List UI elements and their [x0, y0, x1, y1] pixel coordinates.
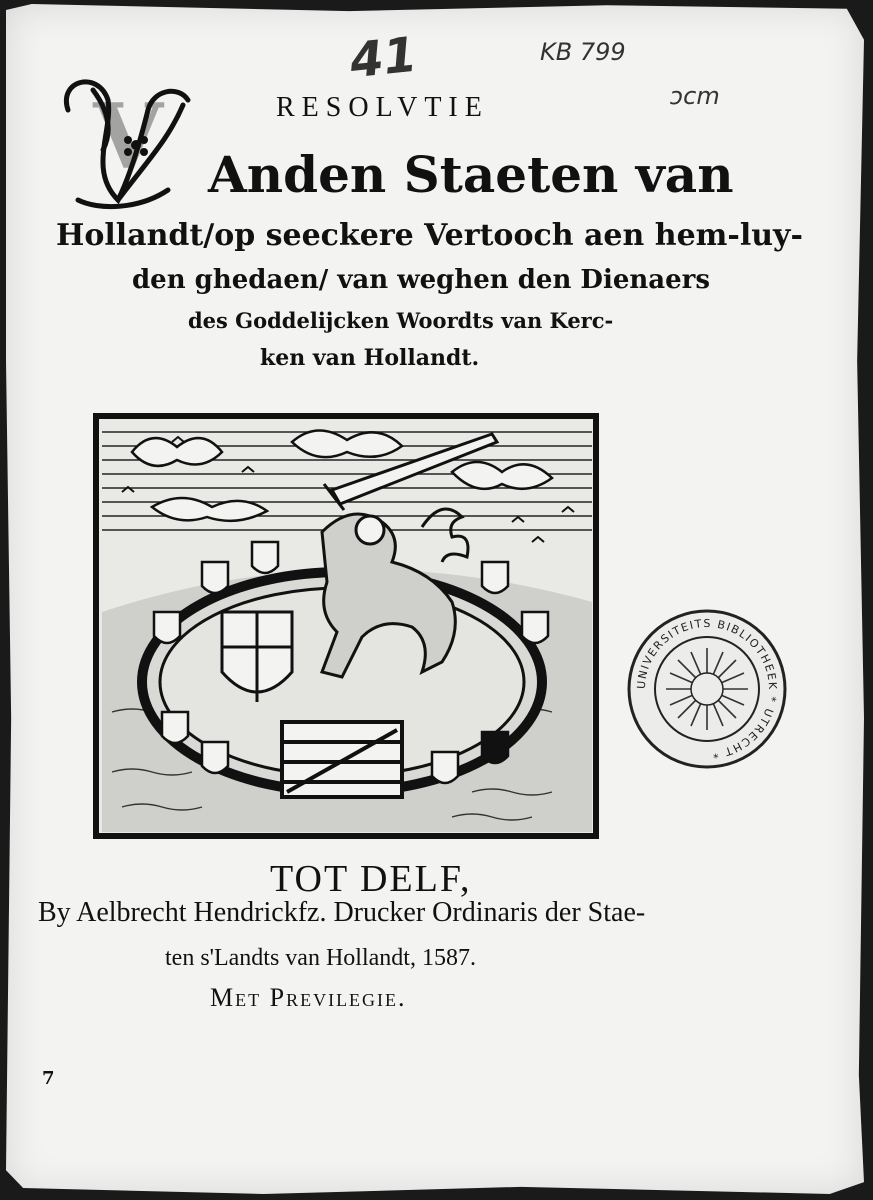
imprint-place: TOT DELF, — [270, 858, 472, 900]
title-line-2: Hollandt/op seeckere Vertooch aen hem-luy- — [56, 218, 803, 253]
imprint-privilege: Met Previlegie. — [210, 983, 407, 1012]
stamp-text: UNIVERSITEITS BIBLIOTHEEK * UTRECHT * — [634, 616, 780, 761]
initial-letter: V — [93, 84, 163, 190]
woodcut-illustration — [92, 412, 600, 840]
decorated-initial — [58, 70, 198, 210]
catalog-ref-annotation: KB 799 — [540, 38, 626, 66]
title-line-4: des Goddelijcken Woordts van Kerc- — [188, 308, 614, 333]
library-stamp — [626, 608, 788, 770]
title-line-3: den ghedaen/ van weghen den Dienaers — [132, 265, 711, 295]
imprint-printer-line-1: By Aelbrecht Hendrickfz. Drucker Ordinaris der Stae- — [38, 897, 646, 928]
title-line-1: Anden Staeten van — [208, 145, 734, 204]
title-heading: RESOLVTIE — [276, 92, 489, 123]
signature-mark: 7 — [42, 1068, 55, 1089]
corner-annotation: ͻcm — [670, 82, 720, 110]
imprint-printer-line-2: ten s'Landts van Hollandt, 1587. — [165, 945, 476, 971]
shelf-number-annotation: 41 — [347, 26, 420, 90]
title-line-5: ken van Hollandt. — [260, 345, 480, 371]
